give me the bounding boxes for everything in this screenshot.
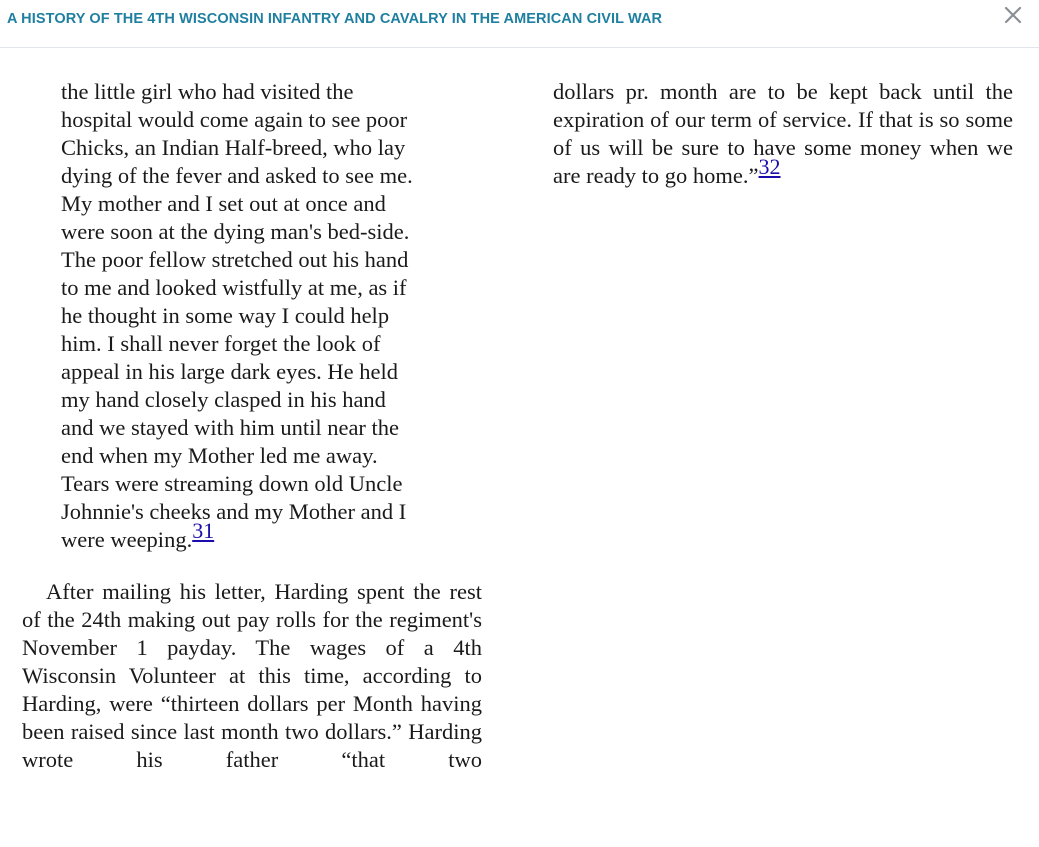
book-page [0,48,1039,847]
book-title: A HISTORY OF THE 4TH WISCONSIN INFANTRY AND CAVALRY IN THE AMERICAN CIVIL WAR [7,11,663,27]
reader-header [0,0,1039,48]
footnote-link-31[interactable]: 31 [192,518,215,543]
body-paragraph: After mailing his letter, Harding spent the rest of the 24th making out pay rolls for the regiment's November 1 payday. The wages of a 4th Wisconsin Volunteer at this time, according to Harding, were “thirteen dollars per Month having been raised since last month two dollars.” Harding wrote his father “that two [22,579,482,772]
close-icon [1001,3,1025,27]
left-column [22,78,482,774]
close-button[interactable] [1001,3,1025,27]
block-quote [61,78,441,554]
right-column [553,78,1013,190]
continued-text: dollars pr. month are to be kept back until the expiration of our term of service. If that is so some of us will be sure to have some money when we are ready to go home.” [553,79,1013,188]
footnote-link-32[interactable]: 32 [758,154,781,179]
body-paragraph-continued [553,78,1013,190]
block-quote-text: the little girl who had visited the hospital would come again to see poor Chicks, an Indian Half-breed, who lay dying of the fever and asked to see me. My mother and I set out at once and were soon at the dying man's bed-side. The poor fellow stretched out his hand to me and looked wistfully at me, as if he thought in some way I could help him. I shall never forget the look of appeal in his large dark eyes. He held my hand closely clasped in his hand and we stayed with him until near the end when my Mother led me away. Tears were streaming down old Uncle Johnnie's cheeks and my Mother and I were weeping. [61,79,413,552]
